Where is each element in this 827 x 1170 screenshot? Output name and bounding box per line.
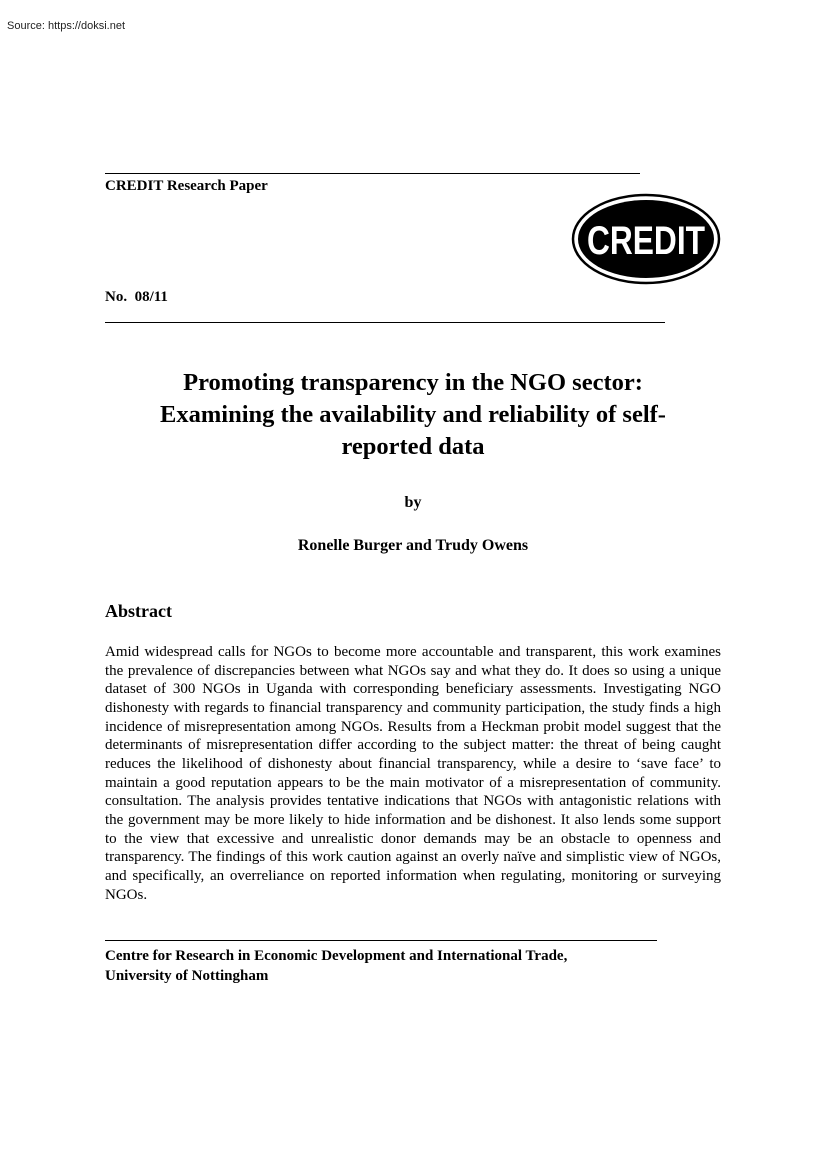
authors: Ronelle Burger and Trudy Owens — [297, 537, 529, 554]
header-bottom-rule — [105, 322, 665, 323]
logo-text: CREDIT — [587, 219, 705, 263]
affiliation-line-1: Centre for Research in Economic Development and International Trade, — [105, 948, 568, 964]
top-rule — [105, 173, 640, 174]
affiliation-line-2: University of Nottingham — [105, 968, 269, 984]
affiliation — [105, 946, 567, 986]
credit-logo — [571, 193, 721, 285]
paper-number: No. 08/11 — [105, 289, 168, 305]
series-label: CREDIT Research Paper — [105, 178, 268, 194]
title-line-2: Examining the availability and reliability of self- — [160, 401, 666, 428]
footer-rule — [105, 940, 657, 941]
paper-title — [105, 367, 721, 463]
abstract-heading: Abstract — [105, 601, 172, 621]
byline: by — [404, 494, 422, 511]
abstract-text: Amid widespread calls for NGOs to become more accountable and transparent, this work examines the prevalence of discrepancies between what NGOs say and what they do. It does so using a unique dataset of 300 NGOs in Uganda with corresponding beneficiary assessments. Investigating NGO dishonesty with regards to financial transparency and community participation, the study finds a high incidence of misrepresentation among NGOs. Results from a Heckman probit model suggest that the determinants of misrepresentation differ according to the subject matter: the threat of being caught reduces the likelihood of dishonesty about financial transparency, while a desire to ‘save face’ to maintain a good reputation appears to be the main motivator of a misrepresentation of community. consultation. The analysis provides tentative indications that NGOs with antagonistic relations with the government may be more likely to hide information and be dishonest. It also lends some support to the view that excessive and unrealistic donor demands may be an obstacle to openness and transparency. The findings of this work caution against an overly naïve and simplistic view of NGOs, and specifically, an overreliance on reported information when regulating, monitoring or surveying NGOs. — [105, 644, 721, 903]
title-line-1: Promoting transparency in the NGO sector: — [183, 369, 643, 396]
source-note: Source: https://doksi.net — [7, 20, 126, 32]
title-line-3: reported data — [341, 433, 485, 460]
